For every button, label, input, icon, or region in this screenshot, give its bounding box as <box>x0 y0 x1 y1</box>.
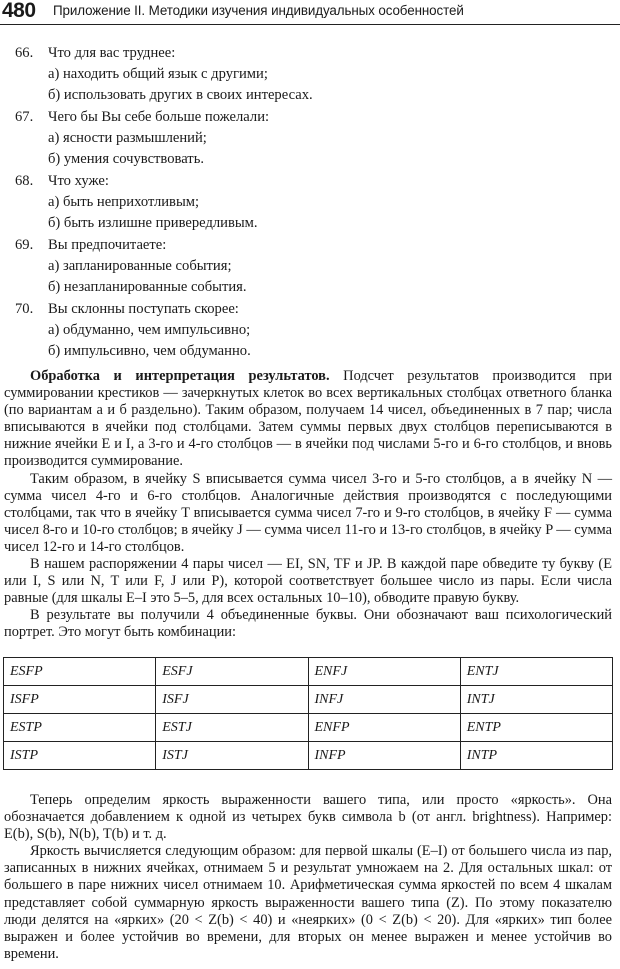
table-cell: ISFJ <box>156 686 308 714</box>
processing-paragraph-4: В результате вы получили 4 объединенные буквы. Они обозначают ваш психологический портрет. Это могут быть комбинации: <box>4 607 612 641</box>
paragraph-text: Подсчет результатов производится при суммировании крестиков — зачеркнутых клеток во всех вертикальных столбцах ответного бланка (по вариантам а и б раздельно). Таким образом, получаем 14 чисел, объединенных в 7 пар; числа вписываются в ячейки под столбцами. Затем суммы первых двух столбцов переписываются в нижние ячейки E и I, а 3-го и 4-го столбцов — в ячейки под числами 5-го и 6-го столбцов, и вновь производится суммирование. <box>4 368 612 470</box>
brightness-section <box>4 792 612 963</box>
option-text: а) запланированные события; <box>48 258 232 274</box>
table-cell: INFP <box>308 742 460 770</box>
option-text: а) ясности размышлений; <box>48 130 207 146</box>
page-header <box>0 0 620 25</box>
brightness-paragraph-1: Теперь определим яркость выраженности вашего типа, или просто «яркость». Она обозначается добавлением к одной из четырех букв символа b (от англ. brightness). Например: E(b), S(b), N(b), T(b) и т. д. <box>4 792 612 843</box>
option-text: б) импульсивно, чем обдуманно. <box>48 343 251 359</box>
processing-paragraph-1 <box>4 368 612 471</box>
question-number: 66. <box>15 45 34 61</box>
option-text: а) обдуманно, чем импульсивно; <box>48 322 251 338</box>
question-text: Вы предпочитаете: <box>48 237 167 253</box>
table-cell: INFJ <box>308 686 460 714</box>
question-number: 68. <box>15 173 34 189</box>
option-text: б) использовать других в своих интересах. <box>48 87 313 103</box>
option-text: б) умения сочувствовать. <box>48 151 204 167</box>
processing-paragraph-2: Таким образом, в ячейку S вписывается сумма чисел 3-го и 5-го столбцов, а в ячейку N — сумма чисел 4-го и 6-го столбцов. Аналогичные действия производятся с последующими столбцами, так что в ячейку T вписывается сумма чисел 7-го и 9-го столбцов, в ячейку F — сумма чисел 8-го и 10-го столбцов; в ячейку J — сумма чисел 11-го и 13-го столбцов, в ячейку P — сумма чисел 12-го и 14-го столбцов. <box>4 470 612 555</box>
page-number: 480 <box>2 0 36 22</box>
table-cell: ESFP <box>4 658 156 686</box>
table-row <box>4 686 613 714</box>
brightness-paragraph-2: Яркость вычисляется следующим образом: для первой шкалы (E–I) от большего числа из пар, записанных в нижних ячейках, отнимаем 5 и результат умножаем на 2. Для остальных шкал: от большего в паре нижних чисел отнимаем 10. Арифметическая сумма яркостей по всем 4 шкалам представляет собой суммарную яркость выраженности вашего типа (Z). По этому показателю люди делятся на «ярких» (20 < Z(b) < 40) и «неярких» (0 < Z(b) < 20). Для «ярких» тип более выражен и более устойчив во времени, для вторых он менее выражен и менее устойчив во времени. <box>4 843 612 962</box>
question-number: 69. <box>15 237 34 253</box>
question-text: Вы склонны поступать скорее: <box>48 301 239 317</box>
table-row <box>4 742 613 770</box>
table-row <box>4 658 613 686</box>
table-cell: ISFP <box>4 686 156 714</box>
table-cell: ENTP <box>460 714 612 742</box>
table-cell: ENFP <box>308 714 460 742</box>
table-cell: ENTJ <box>460 658 612 686</box>
table-row <box>4 714 613 742</box>
table-cell: ESTP <box>4 714 156 742</box>
processing-section <box>4 368 612 642</box>
option-text: б) незапланированные события. <box>48 279 247 295</box>
table-cell: ISTP <box>4 742 156 770</box>
question-text: Чего бы Вы себе больше пожелали: <box>48 109 270 125</box>
table-cell: INTP <box>460 742 612 770</box>
table-cell: INTJ <box>460 686 612 714</box>
table-cell: ESFJ <box>156 658 308 686</box>
processing-paragraph-3: В нашем распоряжении 4 пары чисел — EI, SN, TF и JP. В каждой паре обведите ту букву (E или I, S или N, T или F, J или P), которой соответствует большее число из пары. Если числа равные (для шкалы E–I это 5–5, для всех остальных 10–10), обводите правую букву. <box>4 556 612 607</box>
section-lead: Обработка и интерпретация результатов. <box>30 368 330 384</box>
option-text: б) быть излишне привередливым. <box>48 215 258 231</box>
option-text: а) быть неприхотливым; <box>48 194 200 210</box>
running-title: Приложение II. Методики изучения индивидуальных особенностей <box>53 3 464 18</box>
question-number: 67. <box>15 109 34 125</box>
table-cell: ESTJ <box>156 714 308 742</box>
type-combinations-table <box>3 657 613 770</box>
question-text: Что хуже: <box>48 173 109 189</box>
question-text: Что для вас труднее: <box>48 45 176 61</box>
question-number: 70. <box>15 301 34 317</box>
table-cell: ENFJ <box>308 658 460 686</box>
table-cell: ISTJ <box>156 742 308 770</box>
option-text: а) находить общий язык с другими; <box>48 66 268 82</box>
